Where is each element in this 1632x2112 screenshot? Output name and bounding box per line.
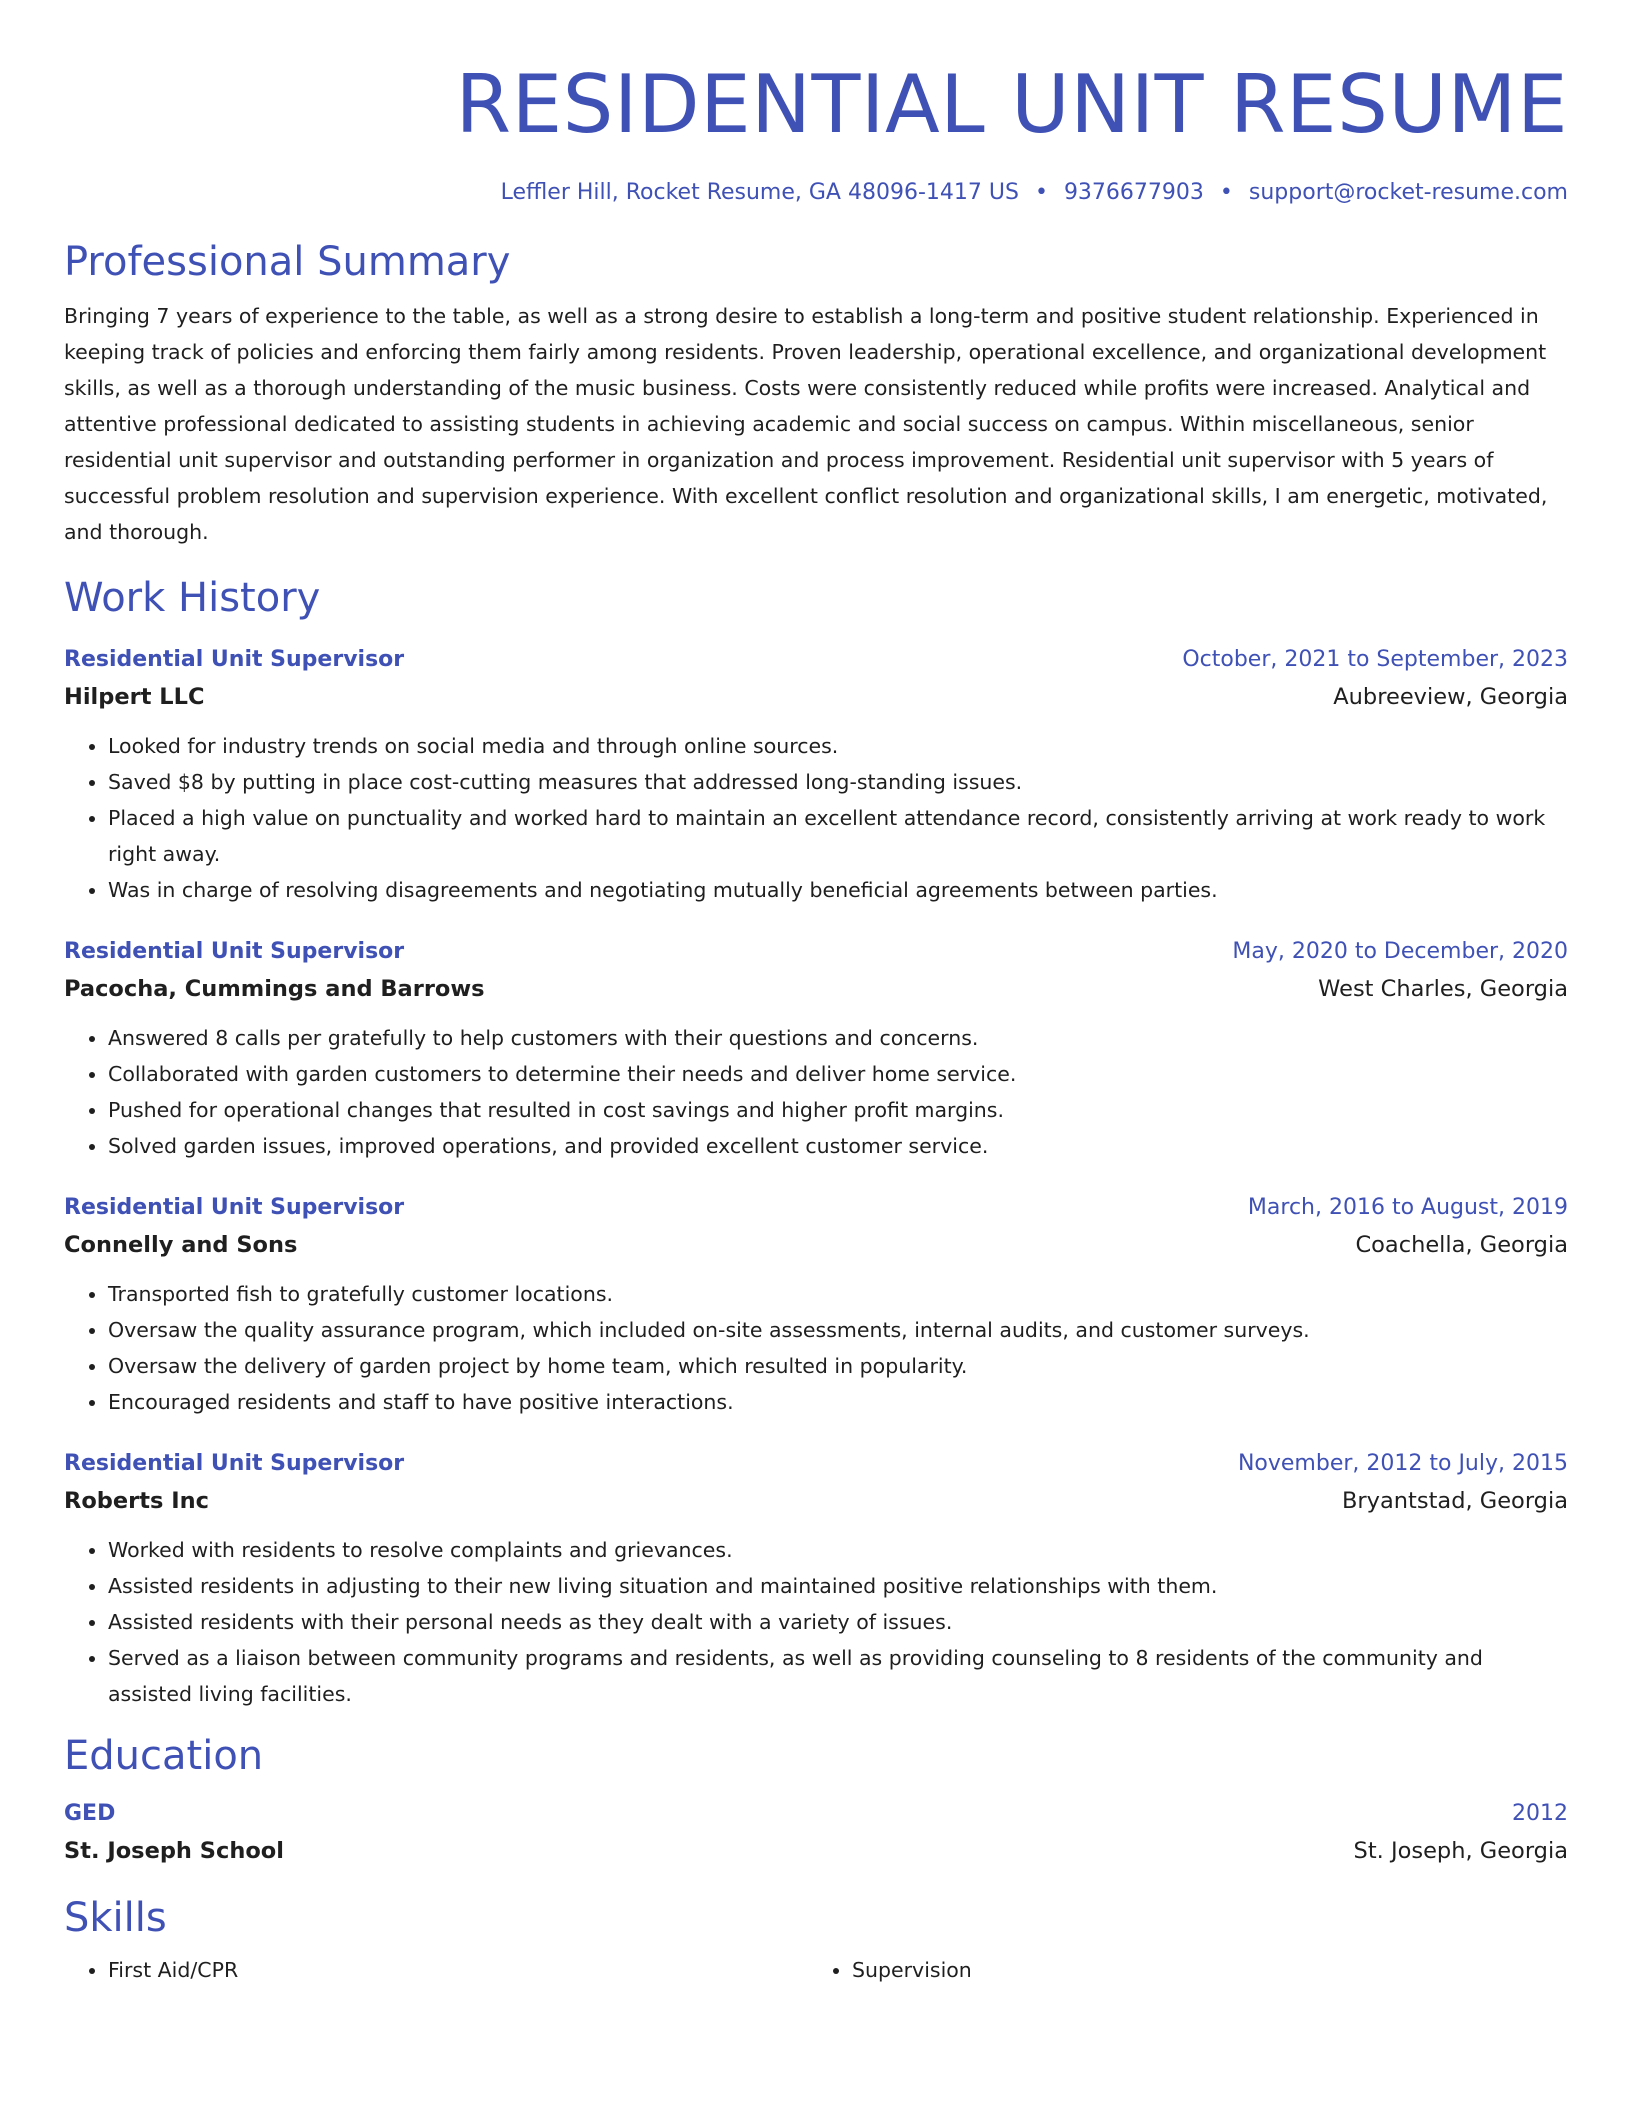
summary-heading: Professional Summary [64, 239, 511, 285]
job-bullet: • Assisted residents with their personal needs as they dealt with a variety of issues. [108, 1604, 1568, 1640]
skills-list [64, 1952, 1568, 1988]
job-bullet: • Was in charge of resolving disagreements and negotiating mutually beneficial agreements between parties. [108, 872, 1568, 908]
job-bullet: • Assisted residents in adjusting to their new living situation and maintained positive relationships with them. [108, 1568, 1568, 1604]
job-dates: October, 2021 to September, 2023 [1182, 647, 1568, 672]
job-company: Roberts Inc [64, 1488, 209, 1514]
contact-separator: • [1034, 180, 1048, 205]
summary-text: Bringing 7 years of experience to the table, as well as a strong desire to establish a long-term and positive student relationship. Experienced in keeping track of policies and enforcing them fairly among residents. Proven leadership, operational excellence, and organizational development skills, as well as a thorough understanding of the music business. Costs were consistently reduced while profits were increased. Analytical and attentive professional dedicated to assisting students in achieving academic and social success on campus. Within miscellaneous, senior residential unit supervisor and outstanding performer in organization and process improvement. Residential unit supervisor with 5 years of successful problem resolution and supervision experience. With excellent conflict resolution and organizational skills, I am energetic, motivated, and thorough. [64, 304, 1548, 544]
job-dates: May, 2020 to December, 2020 [1232, 939, 1568, 964]
job-role: Residential Unit Supervisor [64, 939, 405, 964]
contact-separator: • [1219, 180, 1233, 205]
contact-line [64, 178, 1568, 208]
job-dates: November, 2012 to July, 2015 [1237, 1451, 1568, 1476]
resume-title: RESIDENTIAL UNIT RESUME [455, 58, 1568, 151]
contact-email[interactable]: support@rocket-resume.com [1248, 180, 1568, 205]
education-heading: Education [64, 1733, 264, 1779]
job-bullet: • Served as a liaison between community programs and residents, as well as providing counseling to 8 residents of the community and assisted living facilities. [108, 1640, 1568, 1712]
job-bullet: • Encouraged residents and staff to have positive interactions. [108, 1384, 1568, 1420]
contact-phone: 9376677903 [1063, 180, 1204, 205]
job-bullets [64, 1276, 1568, 1420]
job-bullet: • Pushed for operational changes that resulted in cost savings and higher profit margins. [108, 1092, 1568, 1128]
job-entry [64, 1190, 1568, 1420]
education-school: St. Joseph School [64, 1838, 284, 1864]
job-location: Aubreeview, Georgia [1333, 684, 1568, 710]
education-entry [64, 1796, 1568, 1870]
job-company: Pacocha, Cummings and Barrows [64, 976, 485, 1002]
job-bullet: • Saved $8 by putting in place cost-cutting measures that addressed long-standing issues. [108, 764, 1568, 800]
job-role: Residential Unit Supervisor [64, 1195, 405, 1220]
job-bullet: • Collaborated with garden customers to determine their needs and deliver home service. [108, 1056, 1568, 1092]
skills-heading: Skills [64, 1895, 167, 1941]
resume-page [64, 0, 1568, 1988]
job-bullet: • Transported fish to gratefully customer locations. [108, 1276, 1568, 1312]
job-bullets [64, 728, 1568, 908]
education-year: 2012 [1512, 1801, 1568, 1826]
job-entry [64, 1446, 1568, 1712]
resume-header [64, 0, 1568, 208]
skills-column-left [64, 1952, 808, 1988]
work-history-heading: Work History [64, 575, 321, 621]
job-bullet: • Oversaw the delivery of garden project by home team, which resulted in popularity. [108, 1348, 1568, 1384]
skills-column-right [808, 1952, 1552, 1988]
job-company: Connelly and Sons [64, 1232, 298, 1258]
job-bullet: • Solved garden issues, improved operations, and provided excellent customer service. [108, 1128, 1568, 1164]
job-company: Hilpert LLC [64, 684, 205, 710]
job-bullet: • Oversaw the quality assurance program, which included on-site assessments, internal audits, and customer surveys. [108, 1312, 1568, 1348]
job-bullets [64, 1532, 1568, 1712]
job-bullet: • Placed a high value on punctuality and worked hard to maintain an excellent attendance record, consistently arriving at work ready to work right away. [108, 800, 1568, 872]
job-dates: March, 2016 to August, 2019 [1247, 1195, 1568, 1220]
job-entry [64, 934, 1568, 1164]
job-role: Residential Unit Supervisor [64, 1451, 405, 1476]
job-bullet: • Looked for industry trends on social media and through online sources. [108, 728, 1568, 764]
job-bullet: • Answered 8 calls per gratefully to help customers with their questions and concerns. [108, 1020, 1568, 1056]
job-role: Residential Unit Supervisor [64, 647, 405, 672]
job-entry [64, 642, 1568, 908]
job-location: Bryantstad, Georgia [1341, 1488, 1568, 1514]
job-location: Coachella, Georgia [1355, 1232, 1568, 1258]
education-degree: GED [64, 1801, 116, 1826]
education-location: St. Joseph, Georgia [1353, 1838, 1568, 1864]
contact-address: Leffler Hill, Rocket Resume, GA 48096-1417 US [500, 180, 1019, 205]
skill-item: • First Aid/CPR [108, 1952, 808, 1988]
job-bullets [64, 1020, 1568, 1164]
job-bullet: • Worked with residents to resolve complaints and grievances. [108, 1532, 1568, 1568]
skill-item: • Supervision [852, 1952, 1552, 1988]
job-location: West Charles, Georgia [1318, 976, 1568, 1002]
